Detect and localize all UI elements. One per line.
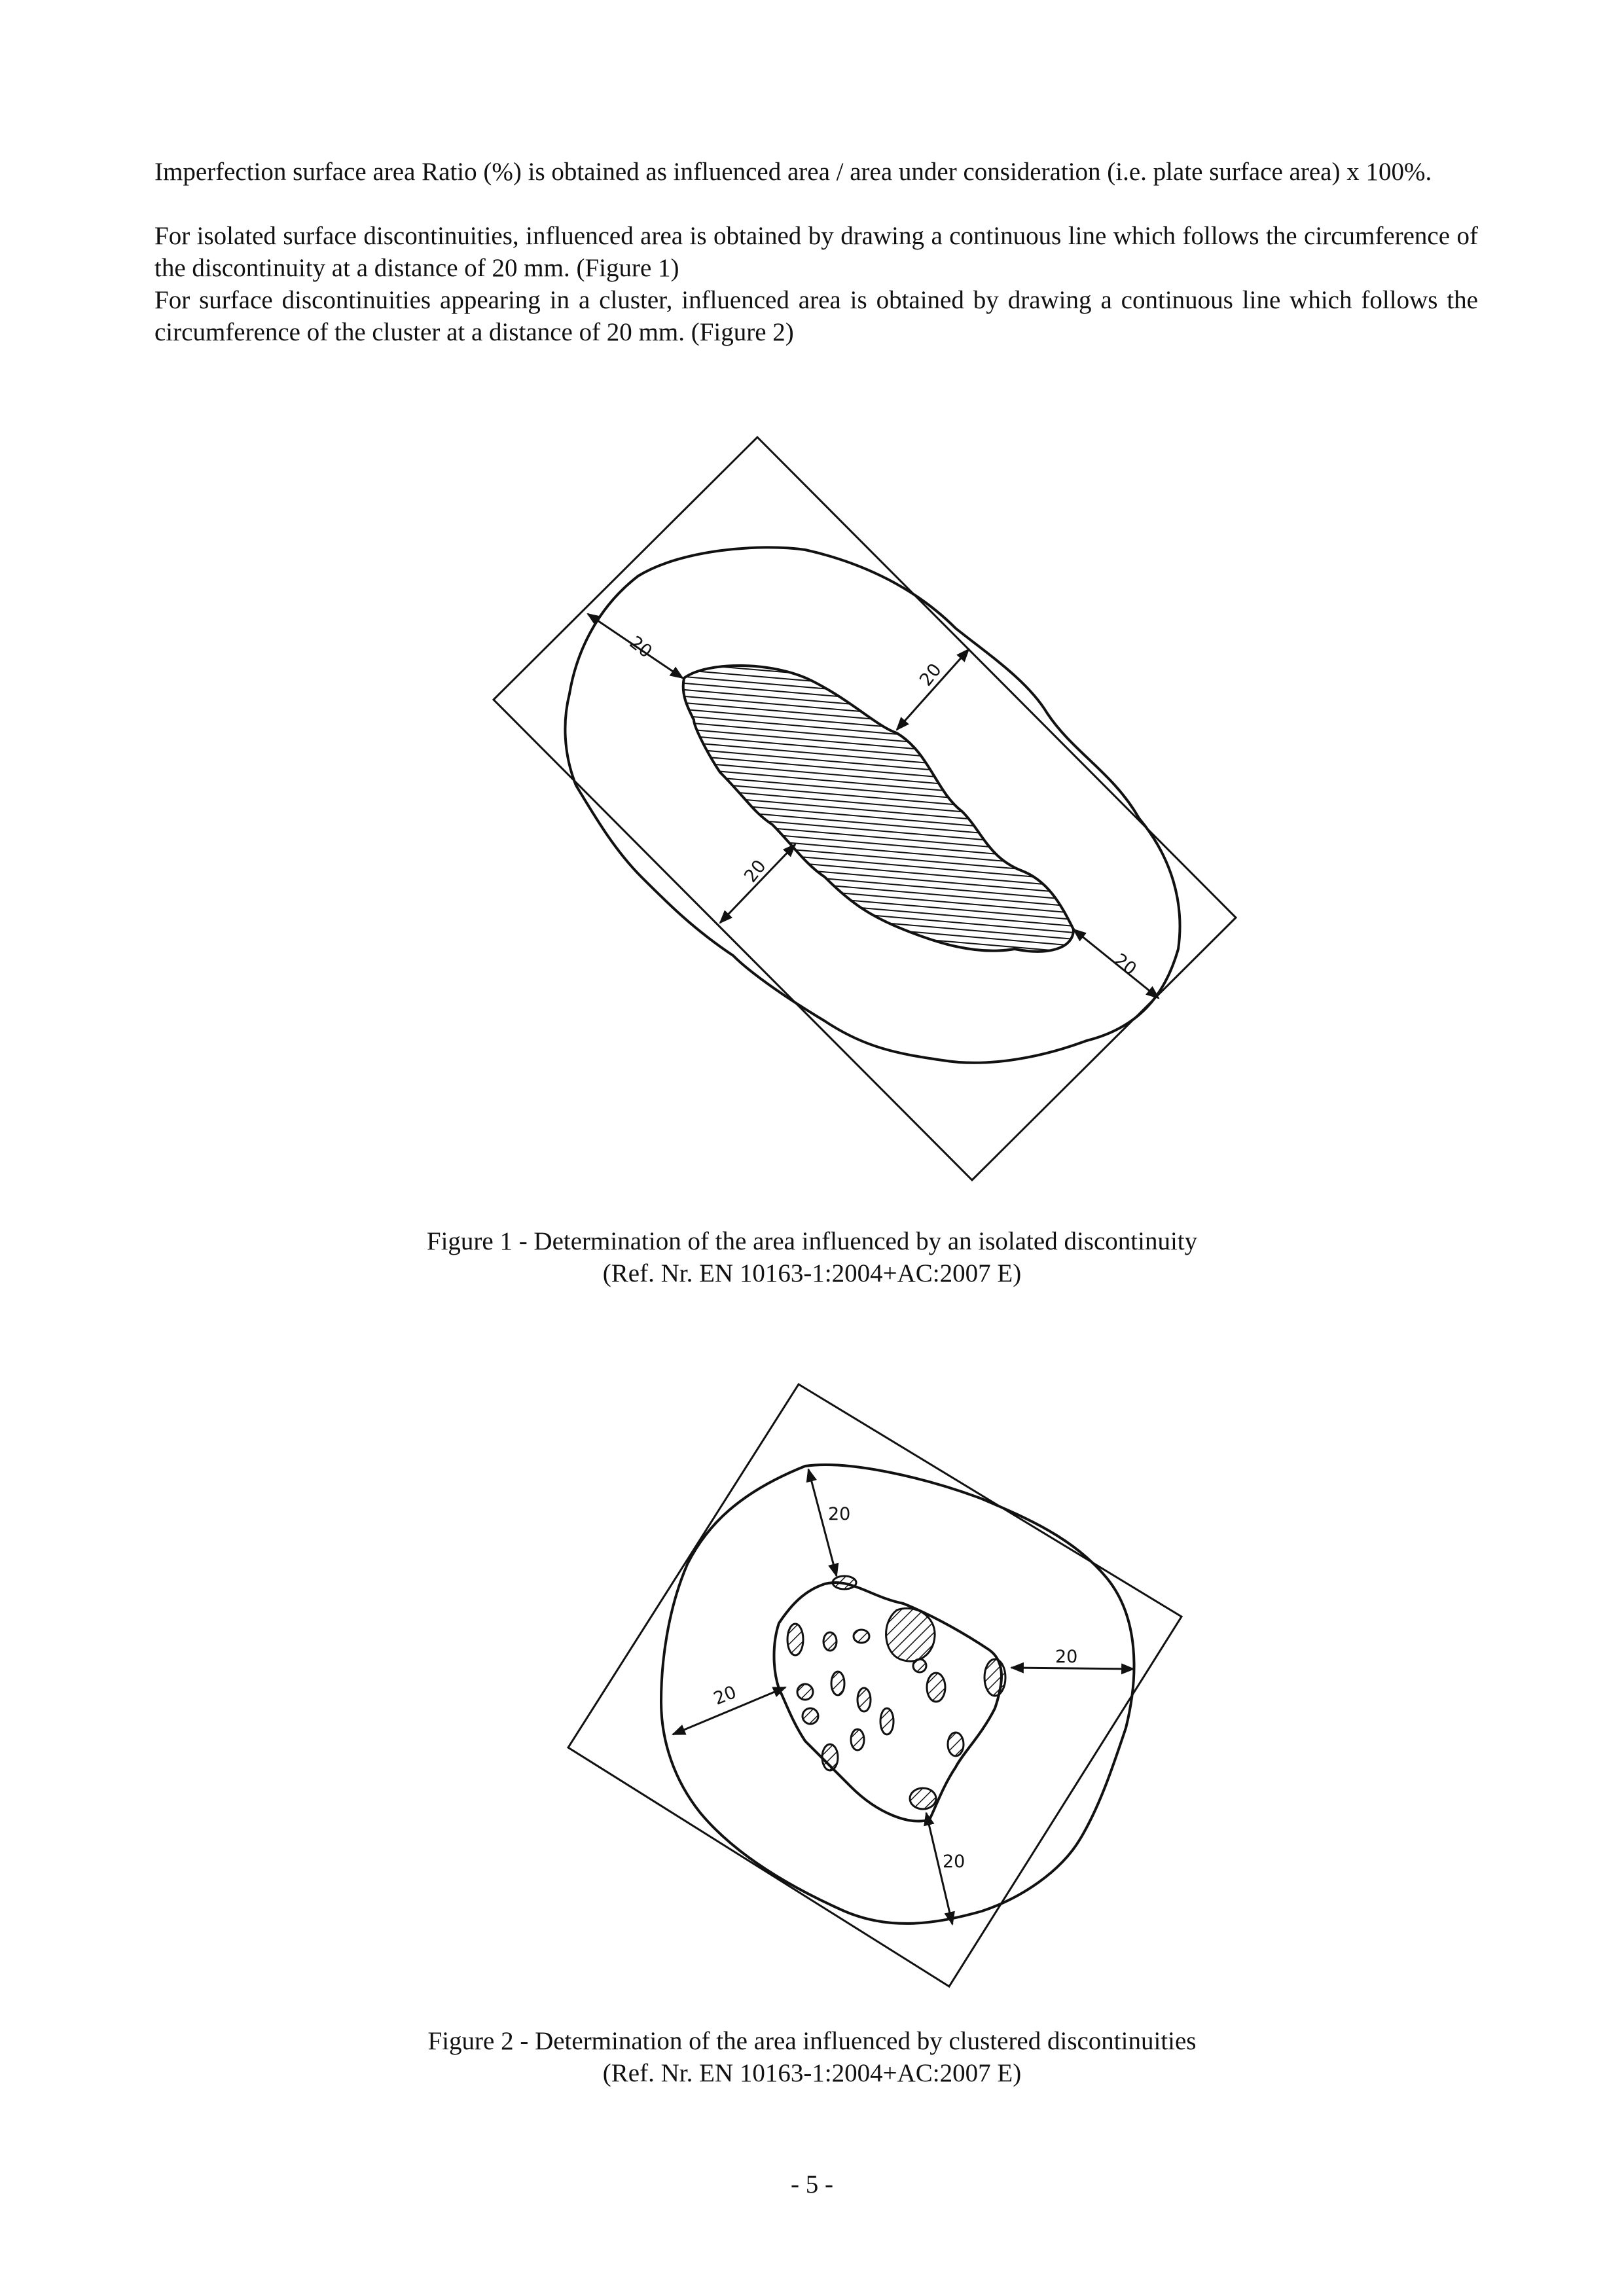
figure1-hatching <box>655 622 1113 1047</box>
figure2-dimension-right <box>1011 1668 1134 1669</box>
figure1-plate-boundary <box>494 437 1236 1180</box>
figure2-caption-reference: (Ref. Nr. EN 10163-1:2004+AC:2007 E) <box>602 2059 1022 2087</box>
hatch-line <box>655 622 1113 661</box>
figure1-diagram <box>494 437 1236 1180</box>
figure1-dim-label-lower-left: 20 <box>740 856 770 887</box>
hatch-line <box>655 936 1113 975</box>
figure1-dim-label-upper-right: 20 <box>916 660 946 691</box>
hatch-line <box>655 982 1113 1021</box>
page-number: - 5 - <box>791 2170 833 2198</box>
figure1-dimension-upper-right <box>897 649 969 730</box>
hatch-line <box>655 988 1113 1028</box>
figure2-dim-label-left: 20 <box>711 1681 740 1710</box>
hatch-line <box>655 635 1113 674</box>
hatch-line <box>655 641 1113 681</box>
figure2-dim-label-bottom: 20 <box>943 1852 965 1872</box>
figure1-dim-label-lower-right: 20 <box>1110 950 1140 980</box>
figure1-caption-title: Figure 1 - Determination of the area influenced by an isolated discontinuity <box>426 1227 1198 1255</box>
figure1-caption <box>0 1225 1624 1289</box>
hatch-line <box>655 1001 1113 1041</box>
figure2-diagram <box>568 1384 1182 1986</box>
hatch-line <box>655 962 1113 1001</box>
paragraph-ratio-definition: Imperfection surface area Ratio (%) is obtained as influenced area / area under consideration (i.e. plate surface area) x 100%. <box>154 158 1432 186</box>
figure1-caption-reference: (Ref. Nr. EN 10163-1:2004+AC:2007 E) <box>602 1259 1022 1287</box>
figure1-influenced-area-outline <box>565 547 1180 1062</box>
hatch-line <box>655 949 1113 988</box>
hatch-line <box>655 1008 1113 1047</box>
figure2-caption-title: Figure 2 - Determination of the area influenced by clustered discontinuities <box>427 2027 1197 2055</box>
hatch-line <box>655 628 1113 668</box>
hatch-line <box>655 995 1113 1034</box>
figure2-cluster-outline <box>774 1583 1002 1821</box>
figure1-dim-label-upper-left: 20 <box>625 632 656 662</box>
hatch-line <box>655 975 1113 1014</box>
hatch-line <box>655 969 1113 1008</box>
figure2-dim-label-top: 20 <box>828 1504 851 1524</box>
figure1-discontinuity <box>683 666 1074 952</box>
figure2-discontinuities <box>787 1576 1005 1809</box>
paragraph-clustered-discontinuities: For surface discontinuities appearing in a cluster, influenced area is obtained by drawing a continuous line which follows the circumference of the cluster at a distance of 20 mm. (Figure 2) <box>154 286 1478 346</box>
figure2-caption <box>0 2025 1624 2089</box>
hatch-line <box>655 956 1113 995</box>
paragraph-isolated-discontinuities: For isolated surface discontinuities, influenced area is obtained by drawing a continuous line which follows the circumference of the discontinuity at a distance of 20 mm. (Figure 1) <box>154 222 1478 282</box>
figure2-dim-label-right: 20 <box>1055 1647 1078 1667</box>
